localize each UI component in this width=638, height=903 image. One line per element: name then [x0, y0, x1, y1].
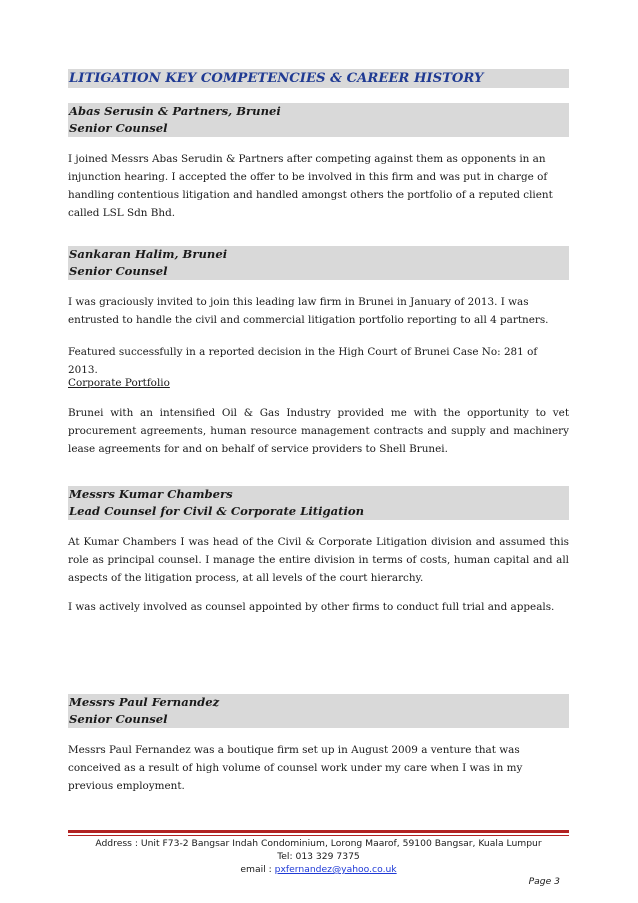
position-paragraph: I was graciously invited to join this leading law firm in Brunei in January of 2013. I was entrusted to handle the civil and commercial litigation portfolio reporting to all 4 partners.	[68, 296, 549, 326]
firm-name: Messrs Kumar Chambers	[69, 487, 233, 501]
position-paragraph: At Kumar Chambers I was head of the Civil & Corporate Litigation division and assumed this role as principal counsel. I manage the entire division in terms of costs, human capital and all aspects of the litigation process, at all levels of the court hierarchy.	[68, 536, 569, 584]
section-title: LITIGATION KEY COMPETENCIES & CAREER HISTORY	[68, 69, 569, 88]
position-heading-kumar-chambers	[68, 486, 569, 520]
page-number: Page 3	[528, 876, 560, 887]
email-label: email :	[240, 864, 275, 875]
firm-name: Sankaran Halim, Brunei	[69, 247, 228, 261]
position-paragraph: Featured successfully in a reported decision in the High Court of Brunei Case No: 281 of 2013.	[68, 346, 538, 376]
position-paragraph: Brunei with an intensified Oil & Gas Industry provided me with the opportunity to vet procurement agreements, human resource management contracts and supply and machinery lease agreements for and on behalf of service providers to Shell Brunei.	[68, 407, 569, 455]
position-paragraph: I was actively involved as counsel appointed by other firms to conduct full trial and appeals.	[68, 601, 555, 613]
position-heading-sankaran-halim	[68, 246, 569, 280]
firm-name: Abas Serusin & Partners, Brunei	[69, 104, 281, 118]
corporate-portfolio-subheading: Corporate Portfolio	[68, 377, 170, 389]
footer-tel: Tel: 013 329 7375	[277, 851, 360, 862]
role-title: Senior Counsel	[69, 264, 168, 278]
footer-email-line	[68, 864, 569, 876]
footer-divider-thin	[68, 835, 569, 836]
role-title: Senior Counsel	[69, 712, 168, 726]
firm-name: Messrs Paul Fernandez	[69, 695, 220, 709]
role-title: Lead Counsel for Civil & Corporate Litigation	[69, 504, 365, 518]
email-link[interactable]: pxfernandez@yahoo.co.uk	[274, 864, 397, 875]
footer-address: Address : Unit F73-2 Bangsar Indah Condominium, Lorong Maarof, 59100 Bangsar, Kuala Lumpur	[95, 838, 542, 849]
position-heading-abas-serusin	[68, 103, 569, 137]
position-paragraph: I joined Messrs Abas Serudin & Partners after competing against them as opponents in an injunction hearing. I accepted the offer to be involved in this firm and was put in charge of handling contentious litigation and handled amongst others the portfolio of a reputed client called LSL Sdn Bhd.	[68, 153, 553, 219]
position-heading-paul-fernandez	[68, 694, 569, 728]
position-paragraph: Messrs Paul Fernandez was a boutique firm set up in August 2009 a venture that was conceived as a result of high volume of counsel work under my care when I was in my previous employment.	[68, 744, 523, 792]
role-title: Senior Counsel	[69, 121, 168, 135]
footer-divider	[68, 830, 569, 833]
